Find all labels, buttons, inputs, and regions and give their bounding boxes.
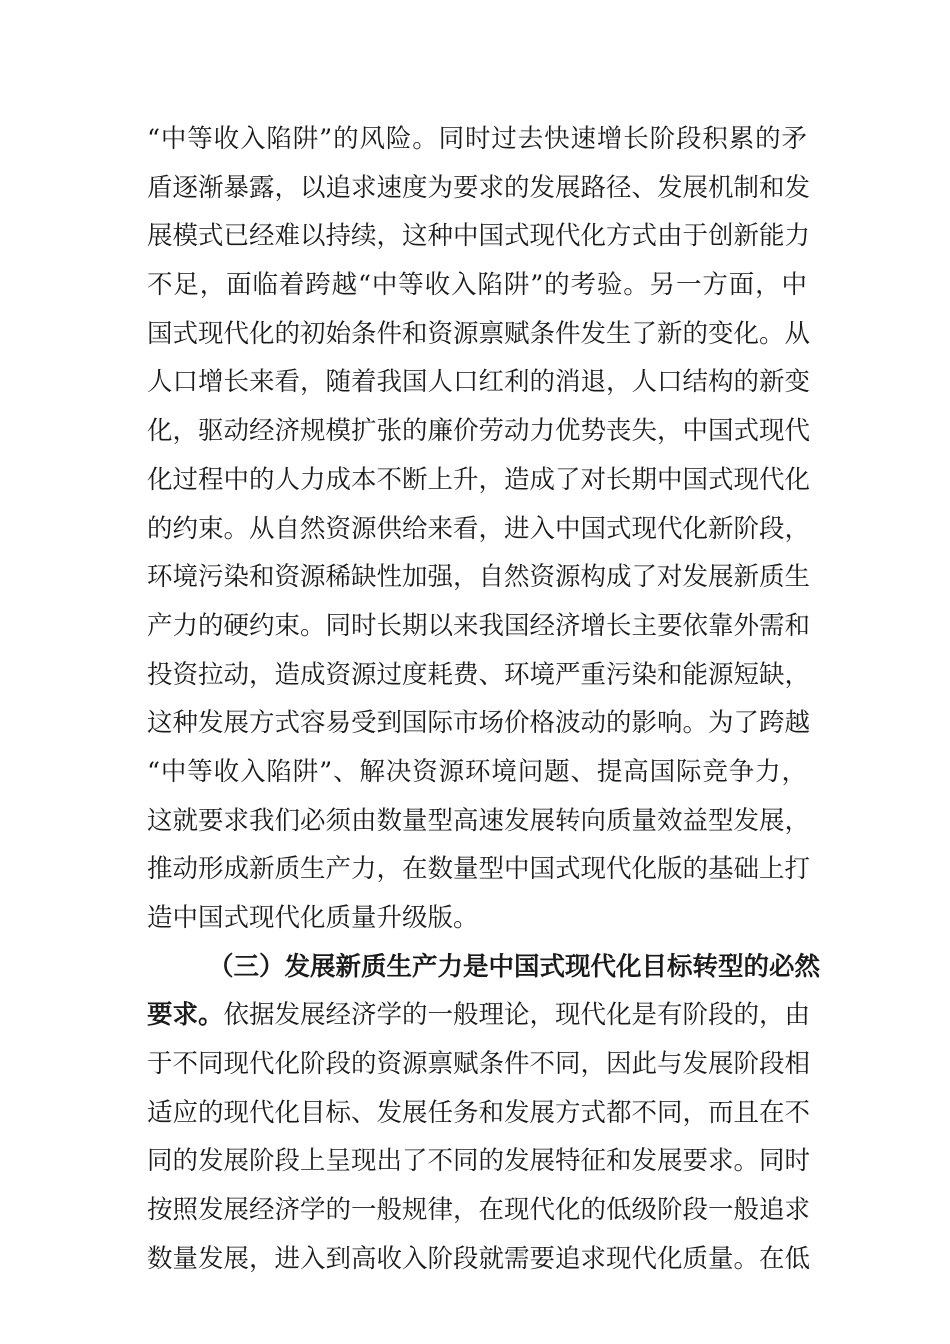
paragraph-line: 国式现代化的初始条件和资源禀赋条件发生了新的变化。从: [147, 318, 811, 349]
paragraph-line: 化过程中的人力成本不断上升，造成了对长期中国式现代化: [147, 464, 811, 495]
paragraph-2: [147, 943, 821, 1284]
section-heading: （三）发展新质生产力是中国式现代化目标转型的必然: [208, 951, 821, 982]
paragraph-line: 化，驱动经济规模扩张的廉价劳动力优势丧失，中国式现代: [147, 416, 811, 447]
section-heading-end: 要求。: [147, 1000, 224, 1031]
paragraph-line: 于不同现代化阶段的资源禀赋条件不同，因此与发展阶段相: [147, 1049, 811, 1080]
paragraph-line: 人口增长来看，随着我国人口红利的消退，人口结构的新变: [147, 367, 811, 398]
paragraph-line: “中等收入陷阱”、解决资源环境问题、提高国际竞争力，: [147, 756, 807, 787]
paragraph-line: [147, 991, 811, 1040]
paragraph-line: 盾逐渐暴露，以追求速度为要求的发展路径、发展机制和发: [147, 172, 811, 203]
paragraph-line: 投资拉动，造成资源过度耗费、环境严重污染和能源短缺，: [147, 659, 811, 690]
paragraph-line: 造中国式现代化质量升级版。: [147, 903, 479, 933]
paragraph-line: 适应的现代化目标、发展任务和发展方式都不同，而且在不: [147, 1097, 811, 1128]
paragraph-line: 数量发展，进入到高收入阶段就需要追求现代化质量。在低: [147, 1243, 811, 1274]
paragraph-line: 这种发展方式容易受到国际市场价格波动的影响。为了跨越: [147, 708, 811, 739]
paragraph-line: 推动形成新质生产力，在数量型中国式现代化版的基础上打: [147, 854, 811, 885]
paragraph-line: 展模式已经难以持续，这种中国式现代化方式由于创新能力: [147, 221, 811, 252]
paragraph-line: 环境污染和资源稀缺性加强，自然资源构成了对发展新质生: [147, 562, 811, 593]
paragraph-line: 的约束。从自然资源供给来看，进入中国式现代化新阶段，: [147, 513, 811, 544]
paragraph-line: 产力的硬约束。同时长期以来我国经济增长主要依靠外需和: [147, 610, 811, 641]
paragraph-1: [147, 115, 811, 943]
paragraph-line: 不足，面临着跨越“中等收入陷阱”的考验。另一方面，中: [147, 270, 807, 301]
body-text: [147, 115, 821, 1284]
paragraph-line: 按照发展经济学的一般规律，在现代化的低级阶段一般追求: [147, 1195, 811, 1226]
paragraph-line: 这就要求我们必须由数量型高速发展转向质量效益型发展，: [147, 805, 811, 836]
paragraph-line: 同的发展阶段上呈现出了不同的发展特征和发展要求。同时: [147, 1146, 811, 1177]
paragraph-line: “中等收入陷阱”的风险。同时过去快速增长阶段积累的矛: [147, 124, 807, 154]
paragraph-text: 依据发展经济学的一般理论，现代化是有阶段的，由: [223, 1000, 811, 1031]
